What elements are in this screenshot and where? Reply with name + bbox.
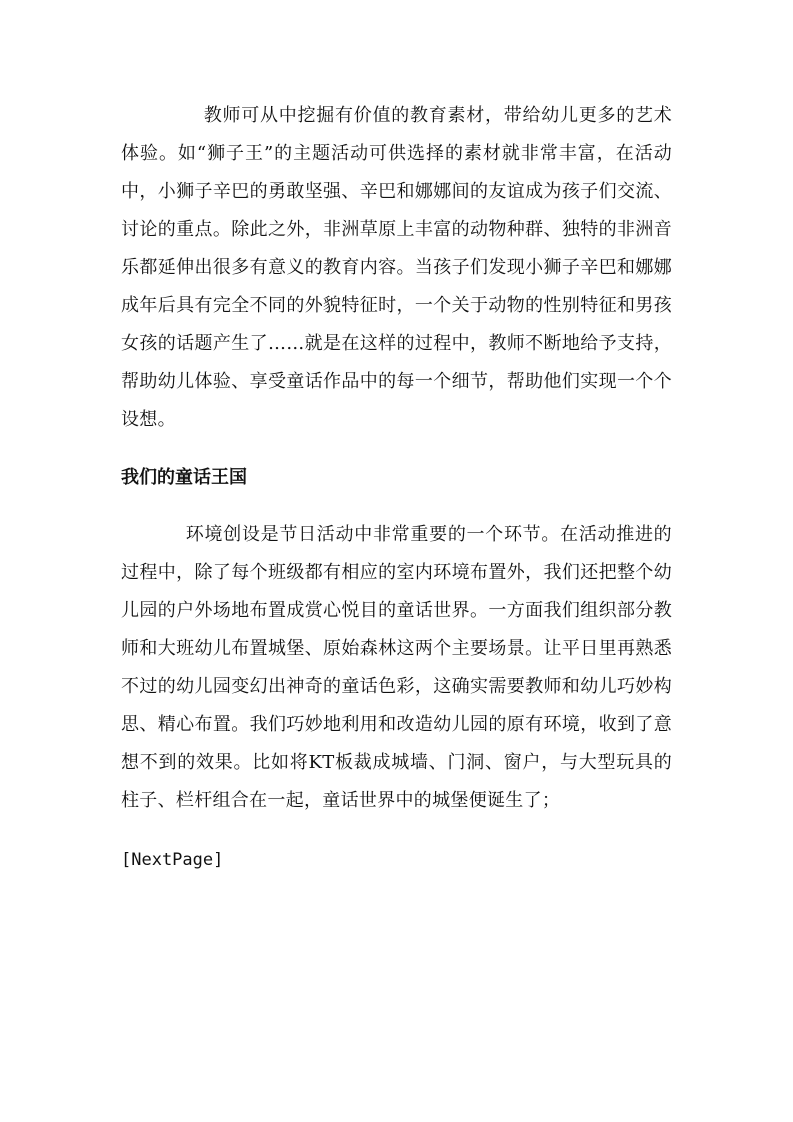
document-body — [121, 97, 672, 879]
paragraph-environment-setup: 环境创设是节日活动中非常重要的一个环节。在活动推进的过程中，除了每个班级都有相应的室内环境布置外，我们还把整个幼儿园的户外场地布置成赏心悦目的童话世界。一方面我们组织部分教师和大班幼儿布置城堡、原始森林这两个主要场景。让平日里再熟悉不过的幼儿园变幻出神奇的童话色彩，这确实需要教师和幼儿巧妙构思、精心布置。我们巧妙地利用和改造幼儿园的原有环境，收到了意想不到的效果。比如将KT板裁成城墙、门洞、窗户，与大型玩具的柱子、栏杆组合在一起，童话世界中的城堡便诞生了； — [121, 524, 672, 811]
next-page-marker: [NextPage] — [121, 850, 224, 870]
section-heading: 我们的童话王国 — [121, 467, 247, 488]
paragraph-lion-king-theme: 教师可从中挖掘有价值的教育素材，带给幼儿更多的艺术体验。如“狮子王”的主题活动可供选择的素材就非常丰富，在活动中，小狮子辛巴的勇敢坚强、辛巴和娜娜间的友谊成为孩子们交流、讨论的重点。除此之外，非洲草原上丰富的动物种群、独特的非洲音乐都延伸出很多有意义的教育内容。当孩子们发现小狮子辛巴和娜娜成年后具有完全不同的外貌特征时，一个关于动物的性别特征和男孩女孩的话题产生了……就是在这样的过程中，教师不断地给予支持，帮助幼儿体验、享受童话作品中的每一个细节，帮助他们实现一个个设想。 — [121, 105, 672, 430]
